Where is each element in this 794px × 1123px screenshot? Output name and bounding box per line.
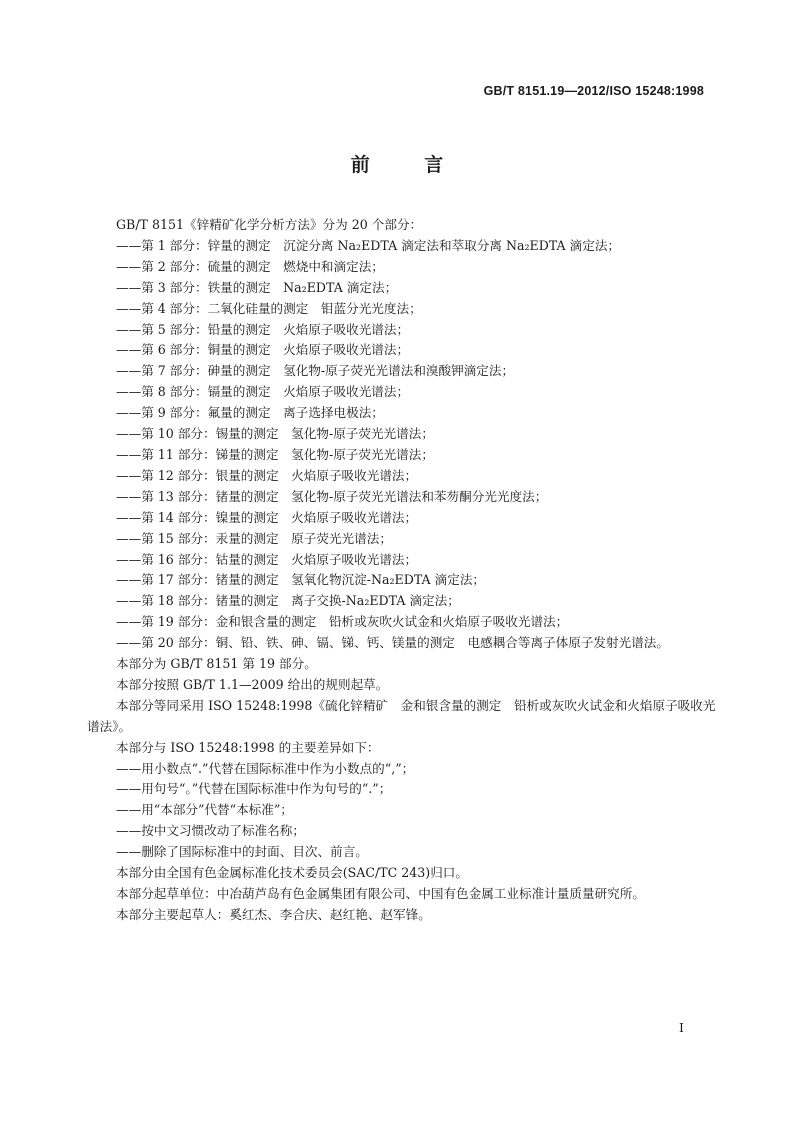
- difference-item: ——用句号“。”代替在国际标准中作为句号的“.”；: [116, 781, 392, 797]
- part-item: ——第 8 部分：镉量的测定 火焰原子吸收光谱法；: [116, 384, 410, 400]
- part-item: ——第 6 部分：铜量的测定 火焰原子吸收光谱法；: [116, 342, 410, 358]
- paragraph: 本部分为 GB/T 8151 第 19 部分。: [116, 656, 317, 672]
- closing-line: 本部分起草单位：中冶葫芦岛有色金属集团有限公司、中国有色金属工业标准计量质量研究所。: [116, 886, 645, 901]
- part-item: ——第 7 部分：砷量的测定 氢化物-原子荧光光谱法和溴酸钾滴定法；: [116, 363, 515, 379]
- page-number: I: [679, 1020, 684, 1035]
- difference-item: ——用“本部分”代替“本标准”；: [116, 802, 293, 818]
- parts-list: [116, 236, 716, 654]
- part-item: ——第 18 部分：锗量的测定 离子交换-Na₂EDTA 滴定法；: [116, 593, 460, 609]
- foreword-body: [87, 215, 716, 926]
- part-item: ——第 3 部分：铁量的测定 Na₂EDTA 滴定法；: [116, 279, 398, 295]
- standard-code: GB/T 8151.19—2012/ISO 15248:1998: [483, 84, 704, 98]
- part-item: ——第 15 部分：汞量的测定 原子荧光光谱法；: [116, 530, 392, 546]
- part-item: ——第 11 部分：锑量的测定 氢化物-原子荧光光谱法；: [116, 446, 434, 462]
- difference-item: ——用小数点“.”代替在国际标准中作为小数点的“,”；: [116, 760, 415, 776]
- part-item: ——第 9 部分：氟量的测定 离子选择电极法；: [116, 405, 384, 421]
- closing-line: 本部分由全国有色金属标准化技术委员会(SAC/TC 243)归口。: [116, 865, 468, 881]
- part-item: ——第 2 部分：硫量的测定 燃烧中和滴定法；: [116, 258, 384, 274]
- part-item: ——第 16 部分：钴量的测定 火焰原子吸收光谱法；: [116, 551, 418, 567]
- paragraph-adoption: 本部分等同采用 ISO 15248:1998《硫化锌精矿 金和银含量的测定 铅析或灰吹火试金和火焰原子吸收光谱法》。: [87, 697, 716, 734]
- part-item: ——第 4 部分：二氧化硅量的测定 钼蓝分光光度法；: [116, 300, 422, 316]
- paragraph: 本部分与 ISO 15248:1998 的主要差异如下：: [116, 739, 380, 755]
- part-item: ——第 14 部分：镍量的测定 火焰原子吸收光谱法；: [116, 509, 418, 525]
- page-title: 前 言: [350, 154, 468, 176]
- part-item: ——第 13 部分：锗量的测定 氢化物-原子荧光光谱法和苯芴酮分光光度法；: [116, 488, 548, 504]
- closing-line: 本部分主要起草人：奚红杰、李合庆、赵红艳、赵军锋。: [116, 906, 431, 922]
- difference-item: ——按中文习惯改动了标准名称；: [116, 823, 305, 839]
- part-item: ——第 1 部分：锌量的测定 沉淀分离 Na₂EDTA 滴定法和萃取分离 Na₂EDTA 滴定法；: [116, 237, 621, 253]
- difference-item: ——删除了国际标准中的封面、目次、前言。: [116, 844, 368, 860]
- part-item: ——第 17 部分：锗量的测定 氢氧化物沉淀-Na₂EDTA 滴定法；: [116, 572, 486, 588]
- part-item: ——第 10 部分：锡量的测定 氢化物-原子荧光光谱法；: [116, 426, 434, 442]
- part-item: ——第 20 部分：铜、铅、铁、砷、镉、锑、钙、镁量的测定 电感耦合等离子体原子发射光谱法。: [116, 635, 669, 651]
- part-item: ——第 5 部分：铅量的测定 火焰原子吸收光谱法；: [116, 321, 410, 337]
- differences-list: [116, 759, 716, 864]
- paragraph: 本部分按照 GB/T 1.1—2009 给出的规则起草。: [116, 676, 389, 692]
- intro-line: GB/T 8151《锌精矿化学分析方法》分为 20 个部分：: [116, 217, 423, 232]
- part-item: ——第 19 部分：金和银含量的测定 铅析或灰吹火试金和火焰原子吸收光谱法；: [116, 614, 569, 630]
- part-item: ——第 12 部分：银量的测定 火焰原子吸收光谱法；: [116, 467, 418, 483]
